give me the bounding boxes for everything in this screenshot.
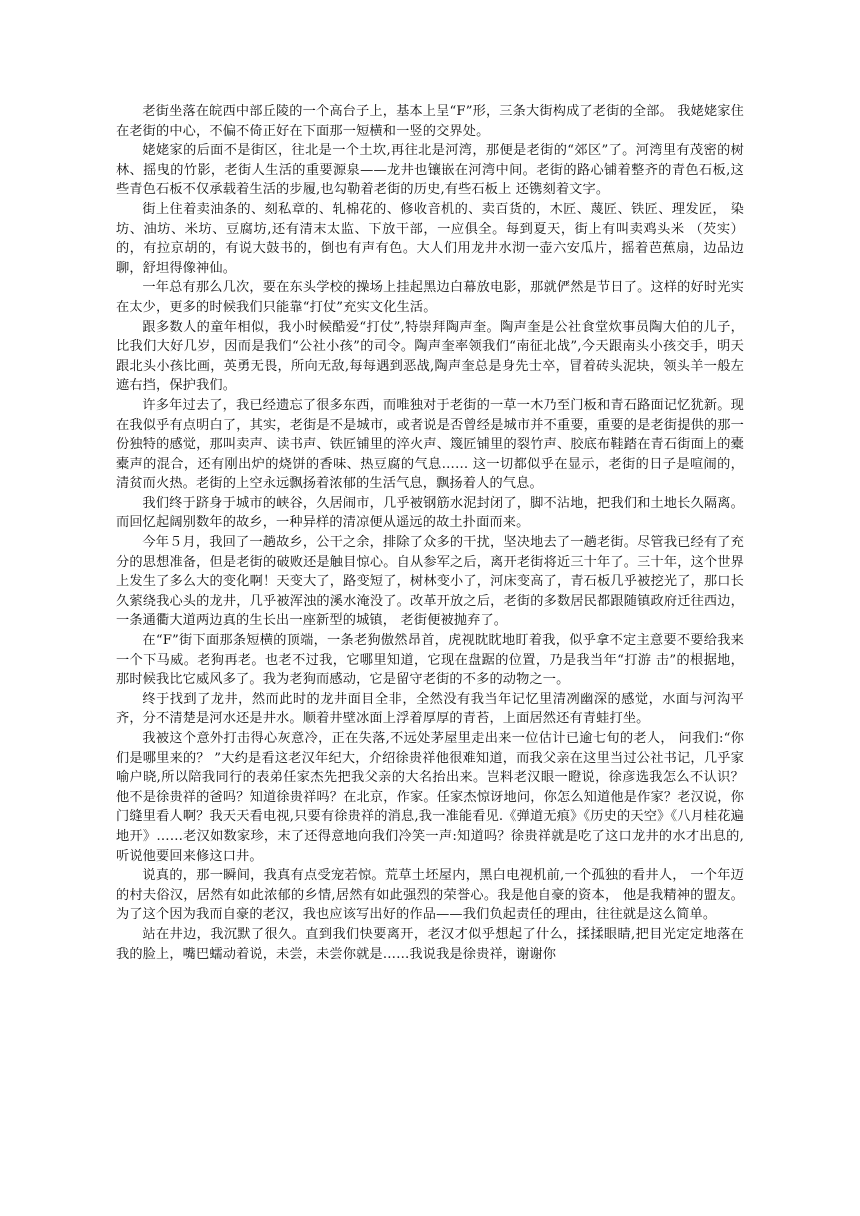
paragraph-9: 在“F”街下面那条短横的顶端，一条老狗傲然昂首，虎视眈眈地盯着我，似乎拿不定主意要不要给我来一个下马威。老狗再老。也老不过我，它哪里知道，它现在盘踞的位置，乃是我当年“打游 击”的根据地，那时候我比它威风多了。我为老狗而感动，它是留守老街的不多的动物之一。 [116,633,744,688]
paragraph-4: 一年总有那么几次，要在东头学校的操场上挂起黑边白幕放电影，那就俨然是节日了。这样的好时光实在太少，更多的时候我们只能靠“打仗”充实文化生活。 [116,280,744,315]
paragraph-8: 今年５月，我回了一趟故乡，公干之余，排除了众多的干扰，坚决地去了一趟老街。尽管我已经有了充分的思想准备，但是老街的破败还是触目惊心。自从参军之后，离开老街将近三十年了。三十年，这个世界上发生了多么大的变化啊！天变大了，路变短了，树林变小了，河床变高了，青石板几乎被挖光了，那口长久萦绕我心头的龙井，几乎被浑浊的溪水淹没了。改革开放之后，老街的多数居民都跟随镇政府迁往西边，一条通衢大道两边真的生长出一座新型的城镇， 老街便被抛弃了。 [116,535,744,629]
paragraph-12: 说真的，那一瞬间，我真有点受宠若惊。荒草土坯屋内，黑白电视机前,一个孤独的看井人， 一个年迈的村夫俗汉，居然有如此浓郁的乡情,居然有如此强烈的荣誉心。我是他自豪的资本， 他是我精神的盟友。为了这个因为我而自豪的老汉，我也应该写出好的作品——我们负起责任的理由，往往就是这么简单。 [116,868,744,923]
paragraph-11: 我被这个意外打击得心灰意冷，正在失落,不远处茅屋里走出来一位估计已逾七旬的老人， 问我们:“你们是哪里来的？ ”大约是看这老汉年纪大，介绍徐贵祥他很难知道，而我父亲在这里当过公社书记，几乎家喻户晓,所以陪我同行的表弟任家杰先把我父亲的大名抬出来。岂料老汉眼一瞪说，徐彦选我怎么不认识？他不是徐贵祥的爸吗？知道徐贵祥吗？在北京，作家。任家杰惊讶地问，你怎么知道他是作家？老汉说，你门缝里看人啊？我天天看电视,只要有徐贵祥的消息,我一准能看见.《弹道无痕》《历史的天空》《八月桂花遍地开》……老汉如数家珍，末了还得意地向我们冷笑一声:知道吗？徐贵祥就是吃了这口龙井的水才出息的,听说他要回来修这口井。 [116,731,744,864]
paragraph-10: 终于找到了龙井，然而此时的龙井面目全非，全然没有我当年记忆里清冽幽深的感觉，水面与河沟平齐，分不清楚是河水还是井水。顺着井壁冰面上浮着厚厚的青苔，上面居然还有青蛙打坐。 [116,691,744,727]
article-body [116,102,744,964]
paragraph-7: 我们终于跻身于城市的峡谷，久居闹市，几乎被钢筋水泥封闭了，脚不沾地，把我们和土地长久隔离。而回忆起阔别数年的故乡，一种异样的清凉便从遥远的故土扑面而来。 [116,495,744,531]
paragraph-2: 姥姥家的后面不是街区，往北是一个土坎,再往北是河湾，那便是老街的“郊区”了。河湾里有茂密的树林、摇曳的竹影，老街人生活的重要源泉——龙井也镶嵌在河湾中间。老街的路心铺着整齐的青色石板,这些青色石板不仅承载着生活的步履,也勾勒着老街的历史,有些石板上 还镌刻着文字。 [116,143,744,198]
paragraph-5: 跟多数人的童年相似，我小时候酷爱“打仗”,特崇拜陶声奎。陶声奎是公社食堂炊事员陶大伯的儿子，比我们大好几岁，因而是我们“公社小孩”的司令。陶声奎率领我们“南征北战”,今天跟南头小孩交手，明天跟北头小孩比画，英勇无畏，所向无敌,每每遇到恶战,陶声奎总是身先士卒，冒着砖头泥块，领头羊一般左遮右挡，保护我们。 [116,319,744,394]
paragraph-3: 街上住着卖油条的、刻私章的、轧棉花的、修收音机的、卖百货的，木匠、蔑匠、铁匠、理发匠， 染坊、油坊、米坊、豆腐坊,还有清末太监、下放干部，一应俱全。每到夏天，街上有叫卖鸡头米 （芡实）的，有拉京胡的，有说大鼓书的，倒也有声有色。大人们用龙井水沏一壶六安瓜片，摇着芭蕉扇，边品边聊，舒坦得像神仙。 [116,201,744,276]
paragraph-6: 许多年过去了，我已经遗忘了很多东西，而唯独对于老街的一草一木乃至门板和青石路面记忆犹新。现在我似乎有点明白了，其实，老街是不是城市，或者说是否曾经是城市并不重要，重要的是老街提供的那一份独特的感觉，那叫卖声、读书声、铁匠铺里的淬火声、篾匠铺里的裂竹声、胶底布鞋踏在青石街面上的橐橐声的混合，还有刚出炉的烧饼的香味、热豆腐的气息…… 这一切都似乎在显示，老街的日子是喧闹的，清贫而火热。老街的上空永远飘扬着浓郁的生活气息，飘扬着人的气息。 [116,397,744,492]
paragraph-13: 站在井边，我沉默了很久。直到我们快要离开，老汉才似乎想起了什么，揉揉眼睛,把目光定定地落在我的脸上，嘴巴蠕动着说，未尝，未尝你就是……我说我是徐贵祥，谢谢你 [116,926,744,962]
paragraph-1: 老街坐落在皖西中部丘陵的一个高台子上，基本上呈“F”形，三条大街构成了老街的全部。 我姥姥家住在老街的中心，不偏不倚正好在下面那一短横和一竖的交界处。 [116,104,744,139]
